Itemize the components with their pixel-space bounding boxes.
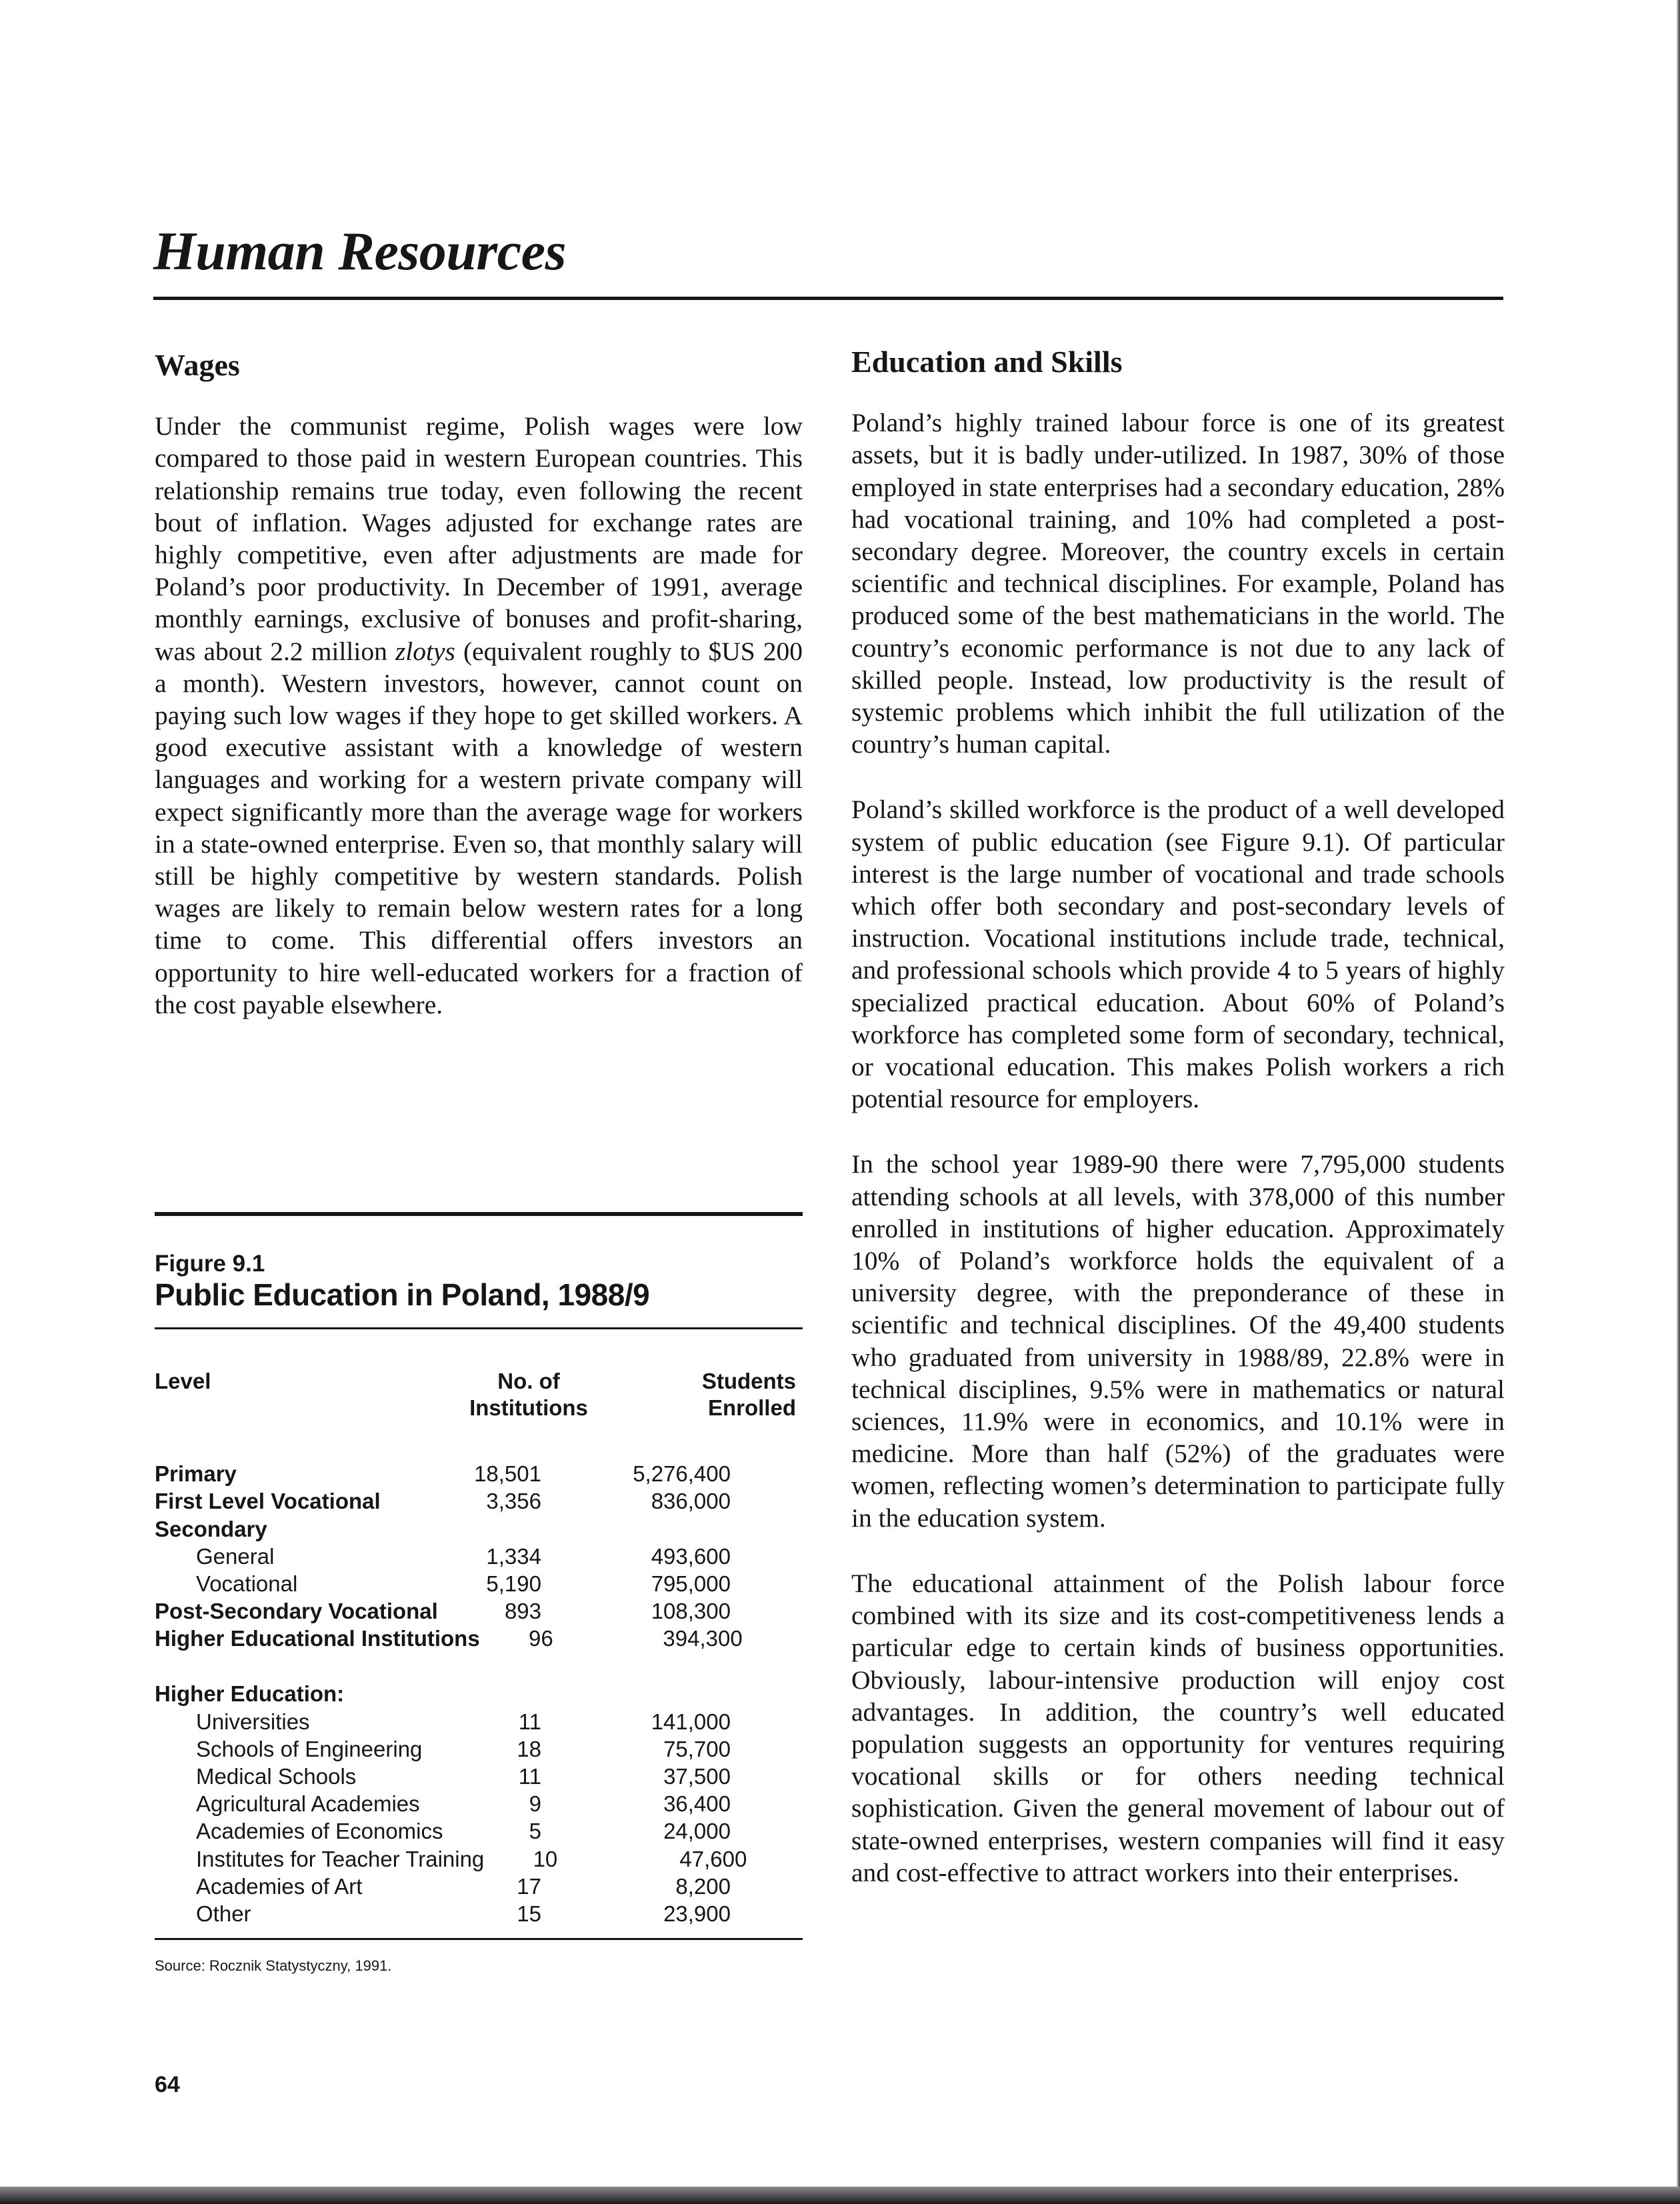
figure-title: Public Education in Poland, 1988/9 — [155, 1277, 650, 1313]
education-paragraph-1: Poland’s highly trained labour force is one of its greatest assets, but it is badly under-utilized. In 1987, 30% of those employed in state enterprises had a secondary education, 28% had vocational training, and 10% had completed a post-secondary degree. Moreover, the country excels in certain scientific and technical disciplines. For example, Poland has produced some of the best mathematicians in the world. The country’s economic performance is not due to any lack of skilled people. Instead, low productivity is the result of systemic problems which inhibit the full utilization of the country’s human capital. — [851, 408, 1505, 759]
table-row — [155, 1597, 803, 1625]
figure-source: Source: Rocznik Statystyczny, 1991. — [155, 1957, 392, 1975]
title-rule — [153, 297, 1503, 300]
column-header-students-line-2: Enrolled — [707, 1395, 796, 1421]
row-institutions: 10 — [533, 1846, 558, 1871]
table-row — [155, 1570, 803, 1597]
row-institutions: 9 — [529, 1791, 541, 1817]
table-row — [155, 1625, 803, 1652]
table-row — [155, 1845, 803, 1873]
wages-paragraph-part-2: (equivalent roughly to $US 200 a month). Western investors, however, cannot count on paying such low wages if they hope to get skilled workers. A good executive assistant with a knowledge of western languages and working for a western private company will expect significantly more than the average wage for workers in a state-owned enterprise. Even so, that monthly salary will still be highly competitive by western standards. Polish wages are likely to remain below western rates for a long time to come. This differential offers investors an opportunity to hire well-educated workers for a fraction of the cost payable elsewhere. — [155, 636, 803, 1019]
row-students: 24,000 — [663, 1819, 731, 1844]
section-title: Human Resources — [153, 221, 566, 281]
row-institutions: 96 — [528, 1626, 553, 1651]
education-column — [851, 343, 1505, 1922]
row-students: 836,000 — [651, 1489, 731, 1514]
row-level: Secondary — [155, 1516, 267, 1541]
row-students — [541, 1515, 731, 1543]
row-level: Academies of Art — [196, 1873, 363, 1899]
figure-bottom-rule — [155, 1938, 803, 1940]
column-header-institutions — [452, 1368, 605, 1421]
row-students: 23,900 — [663, 1901, 731, 1926]
scan-edge-right — [1677, 0, 1680, 2204]
higher-education-heading: Higher Education: — [155, 1681, 345, 1707]
row-students: 795,000 — [651, 1571, 731, 1596]
row-institutions: 11 — [518, 1764, 541, 1789]
higher-education-heading-row — [155, 1680, 803, 1707]
row-students: 75,700 — [663, 1736, 731, 1761]
table-row — [155, 1817, 803, 1845]
wages-paragraph-emphasis: zlotys — [395, 636, 455, 666]
table-row — [155, 1735, 803, 1763]
row-institutions: 5,190 — [486, 1571, 541, 1596]
education-paragraph-2: Poland’s skilled workforce is the product of a well developed system of public education (see Figure 9.1). Of particular interest is the large number of vocational and trade schools which offer both secondary and post-secondary levels of instruction. Vocational institutions include trade, technical, and professional schools which provide 4 to 5 years of highly specialized practical education. About 60% of Poland’s workforce has completed some form of secondary, technical, or vocational education. This makes Polish workers a rich potential resource for employers. — [851, 795, 1505, 1114]
row-students: 493,600 — [651, 1543, 731, 1569]
table-row — [155, 1708, 803, 1735]
scan-edge-bottom — [0, 2187, 1680, 2204]
row-students: 37,500 — [663, 1764, 731, 1789]
row-level: Agricultural Academies — [196, 1791, 420, 1817]
figure-top-rule — [155, 1212, 803, 1216]
row-level: Other — [196, 1901, 251, 1926]
education-paragraph-4: The educational attainment of the Polish labour force combined with its size and its cost-competitiveness lends a particular edge to certain kinds of business opportunities. Obviously, labour-intensive production will enjoy cost advantages. In addition, the country’s well educated population suggests an opportunity for ventures requiring vocational skills or for others needing technical sophistication. Given the general movement of labour out of state-owned enterprises, western companies will find it easy and cost-effective to attract workers into their enterprises. — [851, 1568, 1505, 1887]
row-level: Medical Schools — [196, 1764, 357, 1789]
row-level: First Level Vocational — [155, 1489, 381, 1514]
table-row — [155, 1460, 803, 1487]
education-paragraph-3: In the school year 1989-90 there were 7,795,000 students attending schools at all levels, with 378,000 of this number enrolled in institutions of higher education. Approximately 10% of Poland’s workforce holds the equivalent of a university degree, with the preponderance of these in scientific and technical disciplines. Of the 49,400 students who graduated from university in 1988/89, 22.8% were in technical disciplines, 9.5% were in mathematics or natural sciences, 11.9% were in economics, and 10.1% were in medicine. More than half (52%) of the graduates were women, reflecting women’s determination to participate fully in the education system. — [851, 1149, 1505, 1533]
row-institutions: 18 — [517, 1736, 541, 1761]
table-row — [155, 1900, 803, 1927]
row-level: Institutes for Teacher Training — [196, 1846, 485, 1871]
row-level: General — [196, 1543, 275, 1569]
table-row — [155, 1543, 803, 1570]
figure-9-1 — [155, 1212, 803, 1975]
row-institutions: 11 — [518, 1709, 541, 1734]
row-level: Universities — [196, 1709, 310, 1734]
row-institutions: 5 — [529, 1819, 541, 1844]
column-header-institutions-line-2: Institutions — [469, 1395, 588, 1421]
table-row — [155, 1873, 803, 1900]
row-institutions: 18,501 — [474, 1461, 541, 1487]
row-level: Primary — [155, 1461, 237, 1487]
row-students: 8,200 — [675, 1873, 731, 1899]
column-header-level: Level — [155, 1369, 211, 1394]
row-level: Higher Educational Institutions — [155, 1626, 480, 1651]
wages-heading: Wages — [155, 348, 240, 382]
row-institutions: 3,356 — [486, 1489, 541, 1514]
column-header-students-line-1: Students — [701, 1369, 796, 1394]
row-institutions: 893 — [504, 1599, 541, 1624]
row-level: Post-Secondary Vocational — [155, 1599, 438, 1624]
table-row — [155, 1763, 803, 1790]
row-institutions: 15 — [517, 1901, 541, 1926]
row-students: 108,300 — [651, 1599, 731, 1624]
row-students: 47,600 — [679, 1846, 747, 1871]
wages-column — [155, 347, 803, 1054]
table-spacer — [155, 1652, 803, 1680]
row-level: Vocational — [196, 1571, 298, 1596]
row-institutions: 1,334 — [486, 1543, 541, 1569]
figure-header-rule — [155, 1327, 803, 1329]
table-row — [155, 1487, 803, 1515]
row-institutions: 17 — [517, 1873, 541, 1899]
row-students: 141,000 — [651, 1709, 731, 1734]
column-header-students — [605, 1368, 803, 1421]
row-level: Academies of Economics — [196, 1819, 443, 1844]
row-students: 394,300 — [663, 1626, 743, 1651]
wages-paragraph — [155, 410, 803, 1021]
education-heading: Education and Skills — [851, 345, 1123, 379]
table-row — [155, 1515, 803, 1543]
row-students: 36,400 — [663, 1791, 731, 1817]
row-level: Schools of Engineering — [196, 1736, 423, 1761]
row-institutions — [468, 1515, 541, 1543]
wages-paragraph-part-1: Under the communist regime, Polish wages were low compared to those paid in western European countries. This relationship remains true today, even following the recent bout of inflation. Wages adjusted for exchange rates are highly competitive, even after adjustments are made for Poland’s poor productivity. In December of 1991, average monthly earnings, exclusive of bonuses and profit-sharing, was about 2.2 million — [155, 411, 803, 666]
table-row — [155, 1790, 803, 1817]
column-header-institutions-line-1: No. of — [497, 1369, 560, 1394]
page-number: 64 — [155, 2072, 180, 2097]
row-students: 5,276,400 — [633, 1461, 731, 1487]
figure-number: Figure 9.1 — [155, 1251, 265, 1277]
figure-table-header — [155, 1368, 803, 1421]
